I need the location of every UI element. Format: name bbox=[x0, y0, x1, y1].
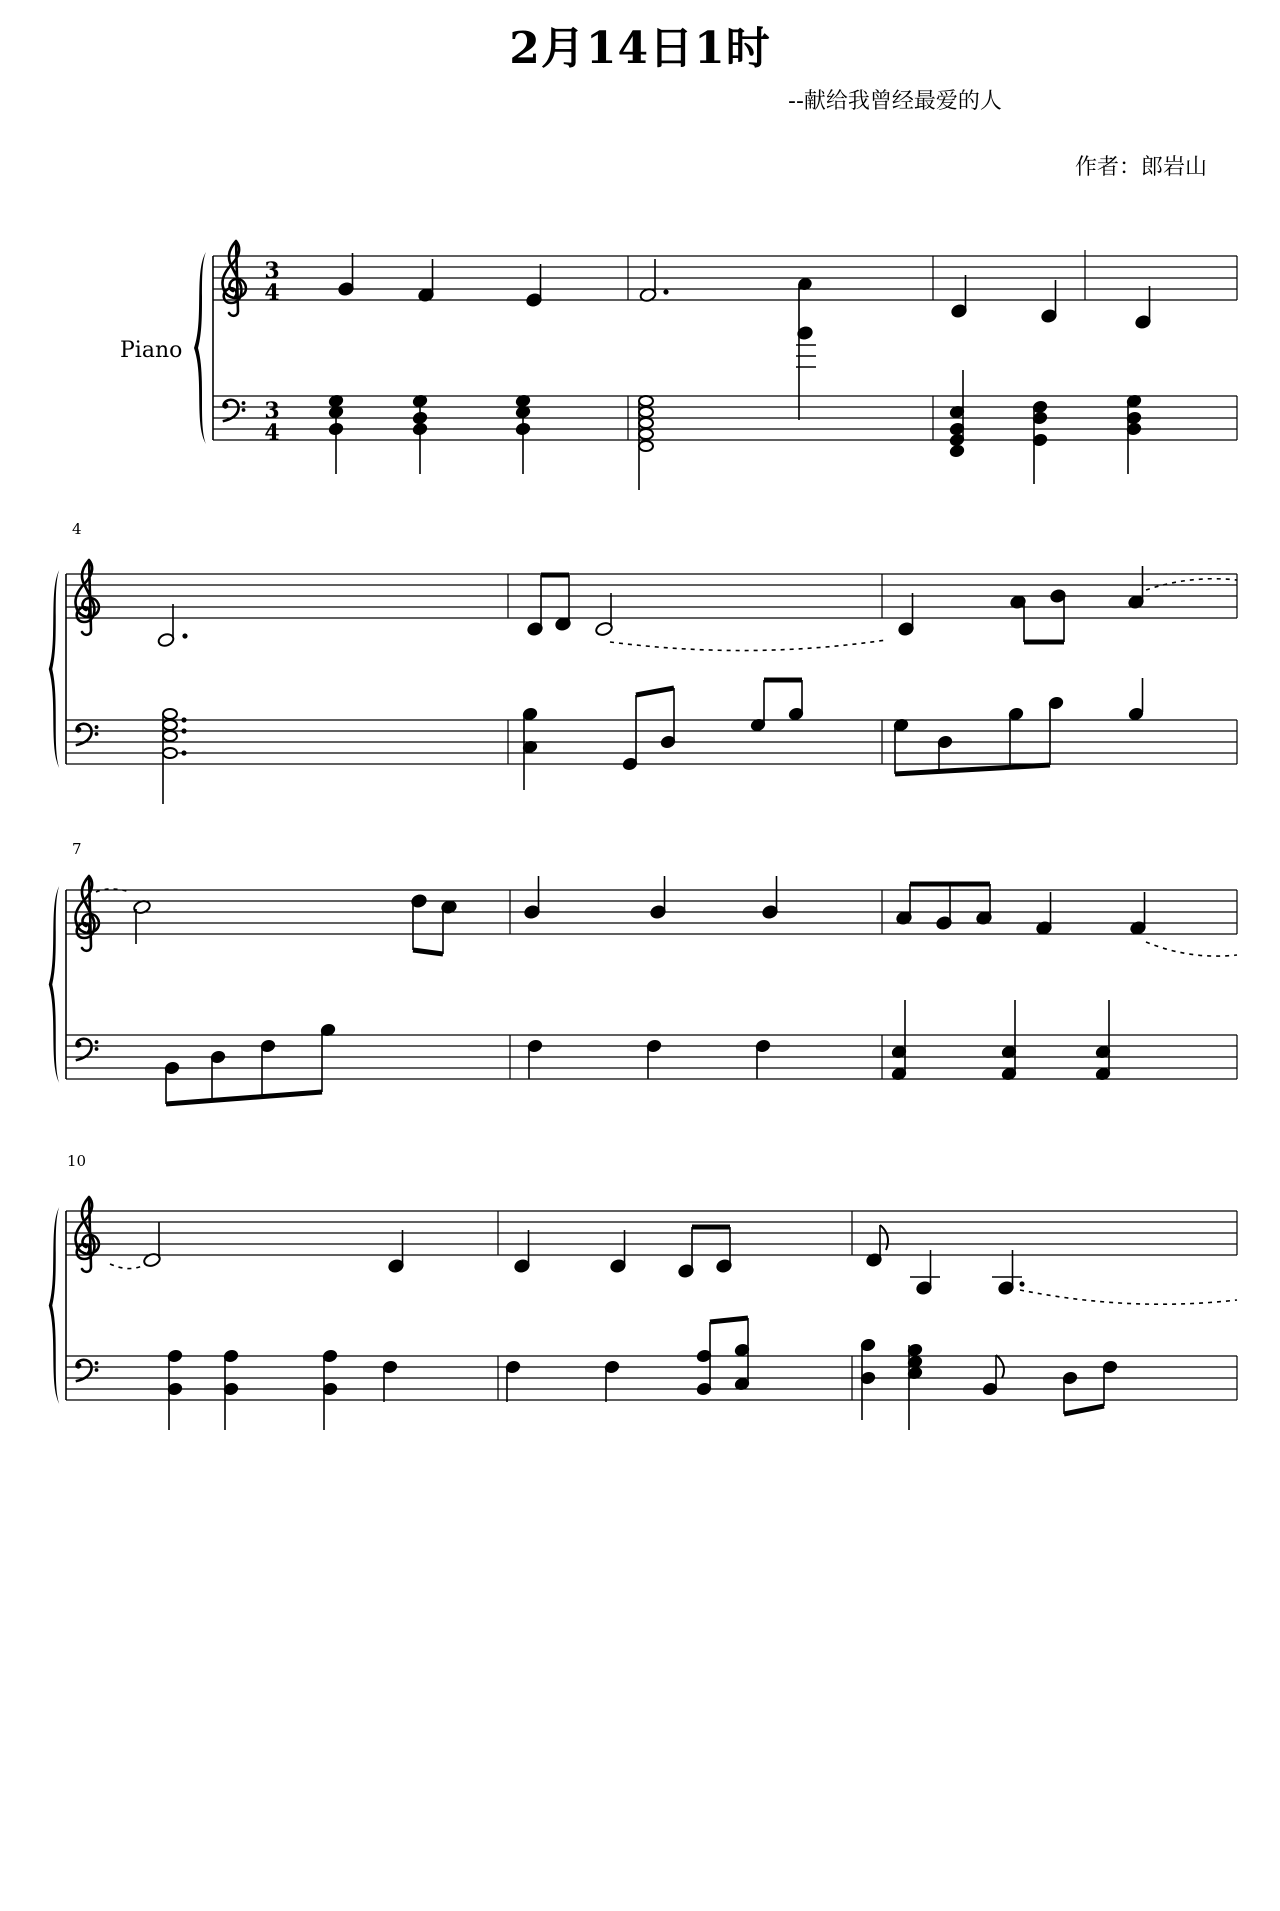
system-2 bbox=[49, 560, 1237, 804]
svg-text:4: 4 bbox=[264, 280, 280, 306]
svg-text:4: 4 bbox=[264, 420, 280, 446]
svg-text:3: 3 bbox=[264, 258, 280, 284]
measure-number-4: 4 bbox=[72, 520, 82, 538]
svg-text:3: 3 bbox=[264, 398, 280, 424]
score-title: 2月14日1时 bbox=[509, 23, 771, 74]
score-subtitle: --献给我曾经最爱的人 bbox=[788, 89, 1002, 114]
system-4 bbox=[49, 1197, 1237, 1430]
composer-credit: 作者：郎岩山 bbox=[1075, 155, 1208, 180]
system-1 bbox=[194, 241, 1237, 490]
measure-number-10: 10 bbox=[67, 1152, 87, 1170]
instrument-label: Piano bbox=[120, 338, 183, 363]
system-3 bbox=[49, 876, 1237, 1104]
measure-number-7: 7 bbox=[72, 840, 82, 858]
